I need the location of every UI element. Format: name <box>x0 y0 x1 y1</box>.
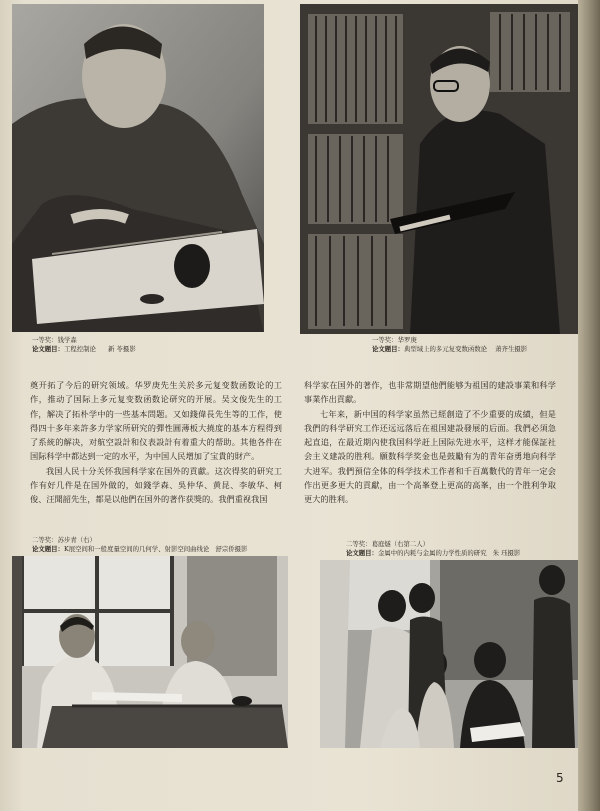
caption-top-left: 一等奖：钱学森 论文题目：工程控制论 新 苓摄影 <box>32 336 136 353</box>
caption-bottom-right: 二等奖：葛庭燧（右第二人） 论文题目：金属中的内耗与金属的力学性质的研究 朱 珏摄影 <box>346 540 521 557</box>
article-text-right: 科学家在国外的著作，也非常期望他們能够为祖国的建設事業和科学事業作出貢獻。 七年来，新中国的科学家虽然已經創造了不少重要的成績，但是我們的科学研究工作还远远落后在祖国建設發展的后面。我們必須急起直追，在最近期內使我国科学赶上国际先进水平，这样才能保証社会主义建設的胜利。願数科学奖金也是鼓勵有为的青年奋勇地向科学大进军。我們預信全体的科学技术工作者和千百萬數代的青年一定会作出更多更大的貢獻，由一个高峯登上更高的高峯，由一个胜利争取更大的胜利。 <box>304 380 556 505</box>
caption-top-right: 一等奖：华罗庚 论文题目：典型域上的多元复变数函数论 萧齐生摄影 <box>372 336 528 353</box>
binding-edge <box>578 0 600 811</box>
caption-bottom-left: 二等奖：苏步青（右） 论文题目：K展空间和一般度量空间的几何学、射影空间曲线论 舒宗侨摄影 <box>32 536 248 553</box>
photo-scientist-writing <box>12 4 264 332</box>
page-number: 5 <box>556 771 564 785</box>
photo-two-scientists-table <box>12 556 288 748</box>
photo-scientist-reading <box>300 4 578 334</box>
article-text-left: 奠开拓了今后的研究领域。华罗庚先生关於多元复变数函数论的工作，推动了国际上多元复变数函数论研究的开展。吴文俊先生的工作，解决了拓朴学中的一些基本問题。又如錢偉長先生等的工作，使得四十多年来許多力学家所研究的彈性圓薄板大撓度的基本方程得到了系統的解决，对航空設計和仪表設計有着重大的帮助。其他各件在国际科学中都达到一定的水平，为中国人民增加了宝貴的財产。 我国人民十分关怀我国科学家在国外的貢獻。这次得奖的研究工作有好几件是在国外做的，如錢学森、吳仲华、黄昆、李敏华、柯俊、汪聞韶先生，都是以他們在国外的著作获獎的。我們重视我国 <box>30 380 282 505</box>
photo-group-scientists <box>320 560 578 748</box>
